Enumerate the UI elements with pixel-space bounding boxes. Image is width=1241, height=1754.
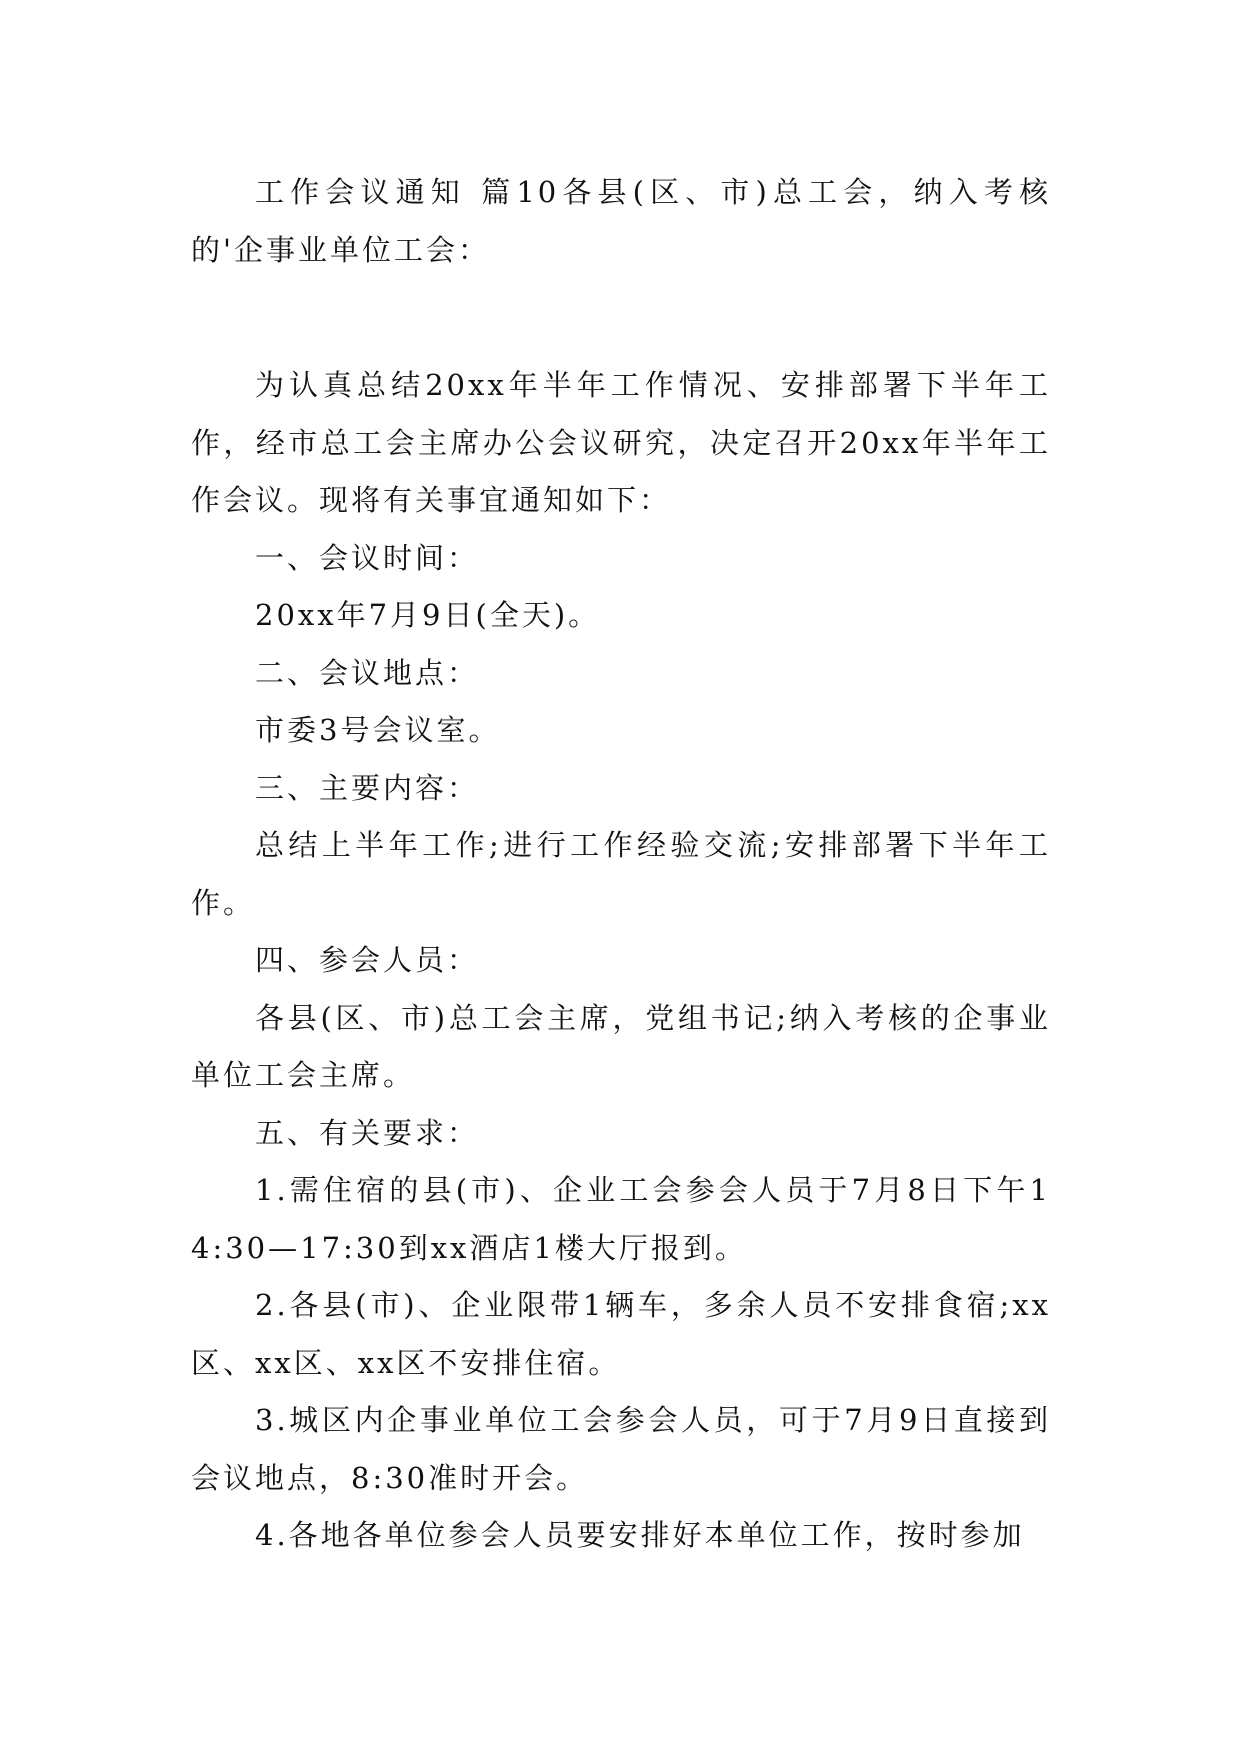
- document-body: [191, 164, 1051, 1565]
- section-heading-attendees: 四、参会人员：: [255, 943, 480, 977]
- requirement-item-1: 1.需住宿的县(市)、企业工会参会人员于7月8日下午14:30—17:30到xx酒店1楼大厅报到。: [191, 1173, 1051, 1265]
- section-heading-requirements: 五、有关要求：: [255, 1115, 480, 1150]
- attendees-text: 各县(区、市)总工会主席，党组书记;纳入考核的企事业单位工会主席。: [191, 1000, 1051, 1092]
- requirement-item-4: 4.各地各单位参会人员要安排好本单位工作，按时参加: [255, 1518, 1025, 1552]
- meeting-time-text: 20xx年7月9日(全天)。: [255, 598, 601, 632]
- section-heading-location: 二、会议地点：: [255, 655, 480, 690]
- requirement-item-2: 2.各县(市)、企业限带1辆车，多余人员不安排食宿;xx区、xx区、xx区不安排住宿。: [191, 1288, 1051, 1380]
- section-heading-time: 一、会议时间：: [255, 540, 480, 575]
- paragraph-spacer: [191, 279, 1051, 357]
- section-heading-content: 三、主要内容：: [255, 770, 480, 805]
- requirement-item-3: 3.城区内企事业单位工会参会人员，可于7月9日直接到会议地点，8:30准时开会。: [191, 1403, 1051, 1495]
- notice-heading-paragraph: 工作会议通知 篇10各县(区、市)总工会，纳入考核的'企事业单位工会：: [191, 175, 1051, 267]
- meeting-content-text: 总结上半年工作;进行工作经验交流;安排部署下半年工作。: [191, 828, 1051, 920]
- intro-paragraph: 为认真总结20xx年半年工作情况、安排部署下半年工作，经市总工会主席办公会议研究，决定召开20xx年半年工作会议。现将有关事宜通知如下：: [191, 368, 1051, 517]
- meeting-location-text: 市委3号会议室。: [255, 713, 501, 747]
